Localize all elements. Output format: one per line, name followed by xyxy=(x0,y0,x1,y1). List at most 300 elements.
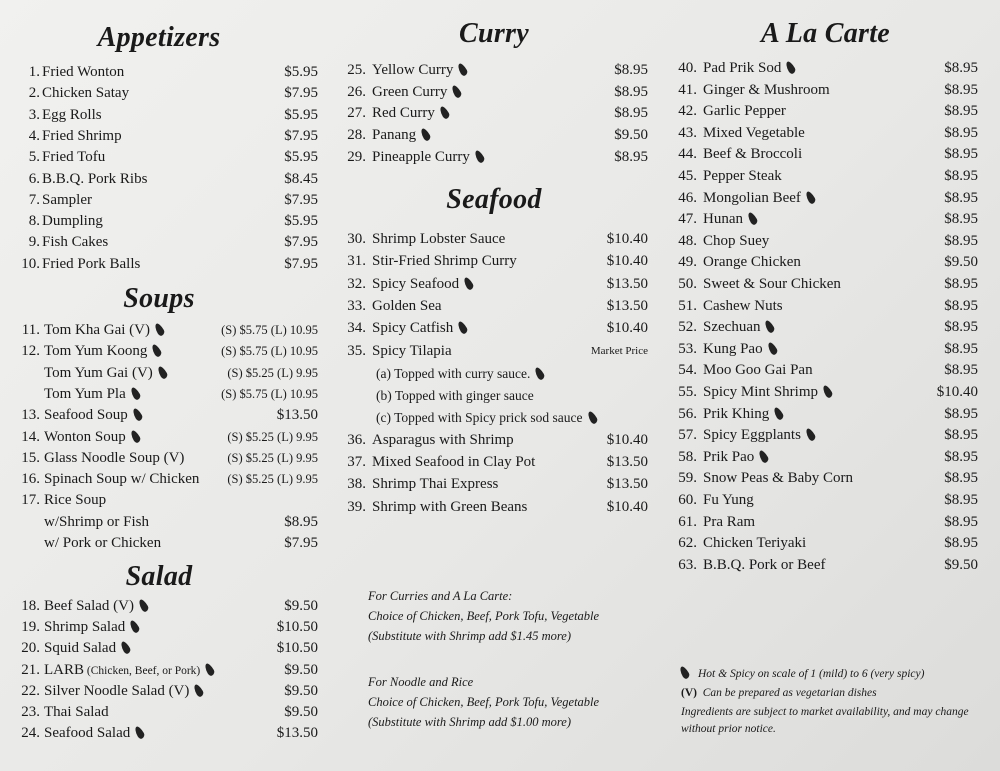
menu-item xyxy=(673,447,978,468)
item-price: $7.95 xyxy=(284,127,318,144)
item-price: $8.95 xyxy=(944,319,978,336)
item-number: 28. xyxy=(347,127,366,144)
pepper-icon xyxy=(462,276,475,291)
item-price: $8.95 xyxy=(944,276,978,292)
item-price: $8.95 xyxy=(944,60,978,76)
item-price: $7.95 xyxy=(284,191,318,208)
item-price: $8.95 xyxy=(944,81,978,98)
menu-item xyxy=(673,80,978,101)
item-number: 57. xyxy=(678,427,697,444)
item-name: Szechuan xyxy=(703,317,773,338)
menu-item xyxy=(340,452,648,473)
item-number: 38. xyxy=(347,476,366,493)
item-name: Fried Tofu xyxy=(42,149,106,166)
menu-item xyxy=(673,512,978,533)
item-number: 45. xyxy=(678,168,697,184)
item-name: Mixed Vegetable xyxy=(703,124,805,141)
item-price: $8.95 xyxy=(944,405,978,422)
item-name: Beef Salad (V) xyxy=(44,596,147,617)
pepper-icon xyxy=(766,341,779,356)
menu-item xyxy=(18,147,318,168)
item-name: Shrimp Thai Express xyxy=(372,476,499,493)
item-price: $7.95 xyxy=(284,85,318,102)
veg-mark: (V) xyxy=(681,687,697,699)
item-name: Fried Shrimp xyxy=(42,127,122,144)
menu-item xyxy=(18,384,318,405)
item-number: 39. xyxy=(347,498,366,515)
item-price: $10.40 xyxy=(936,384,978,400)
menu-item xyxy=(673,252,978,273)
item-number: 16. xyxy=(21,471,40,488)
item-price: $8.95 xyxy=(944,168,978,184)
item-price: $8.95 xyxy=(944,492,978,508)
item-price: $9.50 xyxy=(944,254,978,271)
item-name: Spicy Tilapia xyxy=(372,342,452,359)
item-number: 10. xyxy=(21,255,40,272)
item-name: Sampler xyxy=(42,191,92,208)
large-price: (L) 10.95 xyxy=(267,323,318,337)
small-price: (S) $5.75 xyxy=(221,344,268,359)
item-price: $8.95 xyxy=(614,148,648,165)
item-name: Shrimp Salad xyxy=(44,617,138,638)
item-name: Seafood Soup xyxy=(44,405,141,426)
salad-title: Salad xyxy=(125,561,193,592)
menu-item xyxy=(340,296,648,317)
item-number: 3. xyxy=(28,106,40,123)
item-name: Pad Prik Sod xyxy=(703,58,794,79)
item-name: Pineapple Curry xyxy=(372,147,483,168)
noodle-note xyxy=(368,672,658,732)
pepper-icon xyxy=(119,641,132,656)
item-number: 61. xyxy=(678,513,697,530)
item-name: Glass Noodle Soup (V) xyxy=(44,449,185,466)
large-price: (L) 10.95 xyxy=(267,344,318,359)
item-number: 59. xyxy=(678,470,697,487)
item-name: Seafood Salad xyxy=(44,723,143,744)
item-price: $13.50 xyxy=(606,297,648,314)
menu-item xyxy=(340,474,648,495)
item-name: Chop Suey xyxy=(703,232,770,249)
legend xyxy=(681,666,981,738)
menu-item xyxy=(18,341,318,362)
item-price: $8.95 xyxy=(944,103,978,120)
item-number: 14. xyxy=(21,428,40,445)
item-name: Orange Chicken xyxy=(703,254,801,271)
item-price: $13.50 xyxy=(606,275,648,292)
menu-item xyxy=(673,209,978,230)
small-price: (S) $5.25 xyxy=(227,450,274,465)
item-price: $10.50 xyxy=(276,640,318,657)
curries-note-heading: For Curries and A La Carte: xyxy=(368,589,513,603)
item-price: $8.95 xyxy=(944,448,978,465)
pepper-icon xyxy=(534,366,547,381)
menu-item xyxy=(673,123,978,144)
item-price: $10.40 xyxy=(606,231,648,247)
item-name: Wonton Soup xyxy=(44,427,139,448)
noodle-note-choice: Choice of Chicken, Beef, Pork Tofu, Vegetable xyxy=(368,695,600,709)
item-name: Chicken Satay xyxy=(42,85,130,102)
item-number: 34. xyxy=(347,320,366,337)
item-number: 7. xyxy=(28,191,40,208)
menu-item xyxy=(340,251,648,272)
soups-title: Soups xyxy=(123,283,195,314)
item-number: 18. xyxy=(21,598,40,614)
large-price: (L) 9.95 xyxy=(273,450,318,465)
item-name: Snow Peas & Baby Corn xyxy=(703,470,853,487)
pepper-icon xyxy=(438,106,451,121)
item-name: Shrimp Lobster Sauce xyxy=(372,231,506,247)
item-note: (Chicken, Beef, or Pork) xyxy=(84,664,201,677)
item-name: Golden Sea xyxy=(372,297,442,314)
menu-item xyxy=(18,190,318,211)
small-price: (S) $5.25 xyxy=(227,429,274,444)
item-price: $7.95 xyxy=(284,535,318,551)
item-number: 36. xyxy=(347,431,366,448)
item-price: $8.95 xyxy=(614,62,648,78)
item-price xyxy=(227,469,318,490)
item-price: $5.95 xyxy=(284,149,318,166)
menu-item xyxy=(18,427,318,448)
large-price: (L) 9.95 xyxy=(273,472,318,487)
item-number: 33. xyxy=(347,297,366,314)
item-name: Green Curry xyxy=(372,82,460,103)
menu-item xyxy=(340,430,648,451)
curries-note-sub: (Substitute with Shrimp add $1.45 more) xyxy=(368,629,572,643)
menu-item xyxy=(673,360,978,381)
item-number: 47. xyxy=(678,211,697,228)
menu-item xyxy=(18,363,318,384)
item-price xyxy=(221,384,318,405)
item-number: 1. xyxy=(28,64,40,80)
item-name: Rice Soup xyxy=(44,492,107,509)
item-name: Mongolian Beef xyxy=(703,188,814,209)
item-number: 46. xyxy=(678,189,697,206)
item-number: 35. xyxy=(347,342,366,359)
menu-item xyxy=(18,320,318,341)
item-number: 8. xyxy=(28,213,40,230)
item-name: Stir-Fried Shrimp Curry xyxy=(372,253,517,270)
item-price: $5.95 xyxy=(284,106,318,123)
item-price: $10.50 xyxy=(276,619,318,636)
item-number: 21. xyxy=(21,661,40,678)
item-name: Fu Yung xyxy=(703,492,754,508)
pepper-icon xyxy=(473,149,486,164)
item-price: $7.95 xyxy=(284,255,318,272)
menu-item xyxy=(340,363,648,384)
item-price: $8.95 xyxy=(944,427,978,444)
menu-item xyxy=(673,404,978,425)
pepper-icon xyxy=(129,386,142,401)
item-price: $8.95 xyxy=(944,535,978,552)
menu-item xyxy=(18,660,318,681)
appetizers-title: Appetizers xyxy=(97,22,221,53)
item-number: 5. xyxy=(28,149,40,166)
item-number: 60. xyxy=(678,492,697,508)
item-name: Fried Wonton xyxy=(42,64,125,80)
pepper-icon xyxy=(153,322,166,337)
item-name: Tom Yum Gai (V) xyxy=(44,363,166,384)
item-number: 53. xyxy=(678,340,697,357)
menu-item xyxy=(673,555,978,576)
item-number: 20. xyxy=(21,640,40,657)
item-name: Prik Khing xyxy=(703,404,782,425)
pepper-icon xyxy=(821,384,834,399)
menu-item xyxy=(673,274,978,295)
item-name: Chicken Teriyaki xyxy=(703,535,807,552)
item-name: Spicy Mint Shrimp xyxy=(703,382,831,403)
menu-item xyxy=(18,617,318,638)
pepper-icon xyxy=(151,343,164,358)
item-number: 55. xyxy=(678,384,697,400)
item-name: Thai Salad xyxy=(44,704,109,720)
item-price: $10.40 xyxy=(606,253,648,270)
item-price: $8.95 xyxy=(944,124,978,141)
item-number: 17. xyxy=(21,492,40,509)
item-number: 49. xyxy=(678,254,697,271)
item-name: (b) Topped with ginger sauce xyxy=(376,388,534,404)
item-name: Tom Yum Pla xyxy=(44,384,139,405)
item-name: Silver Noodle Salad (V) xyxy=(44,681,202,702)
item-name: Fried Pork Balls xyxy=(42,255,141,272)
menu-item xyxy=(18,105,318,126)
item-number: 2. xyxy=(28,85,40,102)
item-price: $13.50 xyxy=(606,454,648,470)
item-name: Beef & Broccoli xyxy=(703,146,803,163)
large-price: (L) 9.95 xyxy=(273,429,318,444)
item-name: Ginger & Mushroom xyxy=(703,81,830,98)
item-number: 22. xyxy=(21,682,40,699)
item-price: $8.95 xyxy=(944,470,978,487)
menu-item xyxy=(18,83,318,104)
item-number: 50. xyxy=(678,276,697,292)
item-name: Fish Cakes xyxy=(42,234,109,251)
item-price: $9.50 xyxy=(284,598,318,614)
item-price: $9.50 xyxy=(944,556,978,573)
menu-item xyxy=(18,490,318,511)
item-price: $5.95 xyxy=(284,213,318,230)
menu-item xyxy=(673,339,978,360)
item-name: Garlic Pepper xyxy=(703,103,786,120)
menu-item xyxy=(18,211,318,232)
item-price: $8.45 xyxy=(284,170,318,187)
item-number: 44. xyxy=(678,146,697,163)
item-price: Market Price xyxy=(590,344,648,357)
item-name: B.B.Q. Pork Ribs xyxy=(42,170,148,187)
item-number: 6. xyxy=(28,170,40,187)
item-number: 13. xyxy=(21,407,40,424)
menu-item xyxy=(340,407,648,428)
item-name: Spicy Catfish xyxy=(372,318,466,339)
item-price: $8.95 xyxy=(614,83,648,100)
item-number: 37. xyxy=(347,454,366,470)
menu-item xyxy=(340,341,648,362)
pepper-icon xyxy=(128,619,141,634)
item-price: $10.40 xyxy=(606,431,648,448)
pepper-icon xyxy=(451,84,464,99)
small-price: (S) $5.75 xyxy=(221,323,268,337)
item-price xyxy=(221,320,318,341)
item-number: 56. xyxy=(678,405,697,422)
item-number: 32. xyxy=(347,275,366,292)
item-number: 29. xyxy=(347,148,366,165)
item-price xyxy=(221,341,318,362)
item-name: Moo Goo Gai Pan xyxy=(703,362,813,379)
item-name: B.B.Q. Pork or Beef xyxy=(703,556,826,573)
menu-item xyxy=(18,405,318,426)
menu-item xyxy=(673,490,978,511)
item-price: $8.95 xyxy=(944,189,978,206)
menu-item xyxy=(18,62,318,83)
item-name: w/Shrimp or Fish xyxy=(44,513,150,530)
menu-item xyxy=(673,231,978,252)
item-name: Pepper Steak xyxy=(703,168,782,184)
menu-item xyxy=(340,229,648,250)
pepper-icon xyxy=(457,62,470,77)
pepper-icon xyxy=(586,411,599,426)
item-price xyxy=(227,448,318,469)
pepper-icon xyxy=(772,406,785,421)
seafood-title: Seafood xyxy=(446,184,542,215)
pepper-icon xyxy=(785,60,798,75)
item-number: 24. xyxy=(21,725,40,742)
item-number: 58. xyxy=(678,448,697,465)
large-price: (L) 10.95 xyxy=(267,386,318,401)
menu-item xyxy=(18,596,318,617)
menu-item xyxy=(673,144,978,165)
menu-item xyxy=(673,533,978,554)
menu-item xyxy=(18,126,318,147)
item-number: 51. xyxy=(678,297,697,314)
item-name: Red Curry xyxy=(372,103,448,124)
item-name: Prik Pao xyxy=(703,447,767,468)
item-number: 41. xyxy=(678,81,697,98)
small-price: (S) $5.25 xyxy=(227,472,274,487)
menu-item xyxy=(673,188,978,209)
menu-item xyxy=(18,638,318,659)
item-name: Spicy Eggplants xyxy=(703,425,814,446)
menu-item xyxy=(18,702,318,723)
item-price: $9.50 xyxy=(284,661,318,678)
item-price: $9.50 xyxy=(284,682,318,699)
pepper-icon xyxy=(156,365,169,380)
item-number: 31. xyxy=(347,253,366,270)
pepper-icon xyxy=(203,662,216,677)
menu-item xyxy=(340,82,648,103)
menu-item xyxy=(340,385,648,406)
item-number: 12. xyxy=(21,343,40,360)
item-number: 63. xyxy=(678,556,697,573)
item-name: LARB (Chicken, Beef, or Pork) xyxy=(44,660,213,682)
item-name: Sweet & Sour Chicken xyxy=(703,276,841,292)
menu-item xyxy=(673,101,978,122)
item-price: $8.95 xyxy=(944,362,978,379)
item-number: 43. xyxy=(678,124,697,141)
pepper-icon xyxy=(764,319,777,334)
small-price: (S) $5.75 xyxy=(221,386,268,401)
noodle-note-heading: For Noodle and Rice xyxy=(368,675,474,689)
item-price: $8.95 xyxy=(944,340,978,357)
item-number: 11. xyxy=(21,322,40,338)
item-price: $8.95 xyxy=(944,232,978,249)
item-number: 15. xyxy=(21,449,40,466)
menu-item xyxy=(340,60,648,81)
item-name: Egg Rolls xyxy=(42,106,102,123)
item-price xyxy=(227,427,318,448)
menu-item xyxy=(673,382,978,403)
pepper-icon xyxy=(419,127,432,142)
item-name: w/ Pork or Chicken xyxy=(44,535,162,551)
menu-item xyxy=(18,723,318,744)
pepper-icon xyxy=(137,598,150,613)
item-price: $13.50 xyxy=(276,725,318,742)
legend-veg: (V) Can be prepared as vegetarian dishes xyxy=(681,687,877,699)
pepper-icon xyxy=(804,190,817,205)
small-price: (S) $5.25 xyxy=(227,365,274,380)
menu-item xyxy=(18,169,318,190)
large-price: (L) 9.95 xyxy=(273,365,318,380)
item-number: 54. xyxy=(678,362,697,379)
menu-item xyxy=(18,448,318,469)
menu-item xyxy=(18,533,318,554)
item-name: Pra Ram xyxy=(703,513,756,530)
pepper-icon xyxy=(133,725,146,740)
menu-item xyxy=(18,232,318,253)
pepper-icon xyxy=(129,429,142,444)
menu-item xyxy=(340,318,648,339)
item-number: 4. xyxy=(28,127,40,144)
item-name: Kung Pao xyxy=(703,339,776,360)
pepper-icon xyxy=(757,449,770,464)
item-price: $8.95 xyxy=(944,211,978,228)
item-price: $5.95 xyxy=(284,64,318,80)
item-number: 26. xyxy=(347,83,366,100)
item-number: 52. xyxy=(678,319,697,336)
item-number: 48. xyxy=(678,232,697,249)
item-name: Asparagus with Shrimp xyxy=(372,431,514,448)
menu-item xyxy=(340,103,648,124)
legend-market: Ingredients are subject to market availability, and may change without prior notice. xyxy=(681,706,969,735)
pepper-icon xyxy=(193,683,206,698)
item-price: $8.95 xyxy=(614,105,648,122)
item-name: Dumpling xyxy=(42,213,103,230)
item-number: 19. xyxy=(21,619,40,636)
pepper-icon xyxy=(746,211,759,226)
menu-item xyxy=(673,317,978,338)
item-name: Spicy Seafood xyxy=(372,274,472,295)
item-price: $10.40 xyxy=(606,320,648,337)
item-name: Tom Yum Koong xyxy=(44,341,160,362)
pepper-icon xyxy=(456,320,469,335)
item-number: 62. xyxy=(678,535,697,552)
item-price: $10.40 xyxy=(606,498,648,515)
item-price: $9.50 xyxy=(614,127,648,144)
item-number: 40. xyxy=(678,60,697,76)
item-number: 30. xyxy=(347,231,366,247)
menu-item xyxy=(673,468,978,489)
curry-title: Curry xyxy=(459,18,529,49)
menu-item xyxy=(673,425,978,446)
item-price: $8.95 xyxy=(944,146,978,163)
item-price: $13.50 xyxy=(606,476,648,493)
item-name: (a) Topped with curry sauce. xyxy=(376,363,543,384)
menu-item xyxy=(673,296,978,317)
item-price: $13.50 xyxy=(276,407,318,424)
item-name: Hunan xyxy=(703,209,756,230)
item-name: Cashew Nuts xyxy=(703,297,783,314)
item-price: $9.50 xyxy=(284,704,318,720)
item-number: 9. xyxy=(28,234,40,251)
curries-note xyxy=(368,586,658,646)
